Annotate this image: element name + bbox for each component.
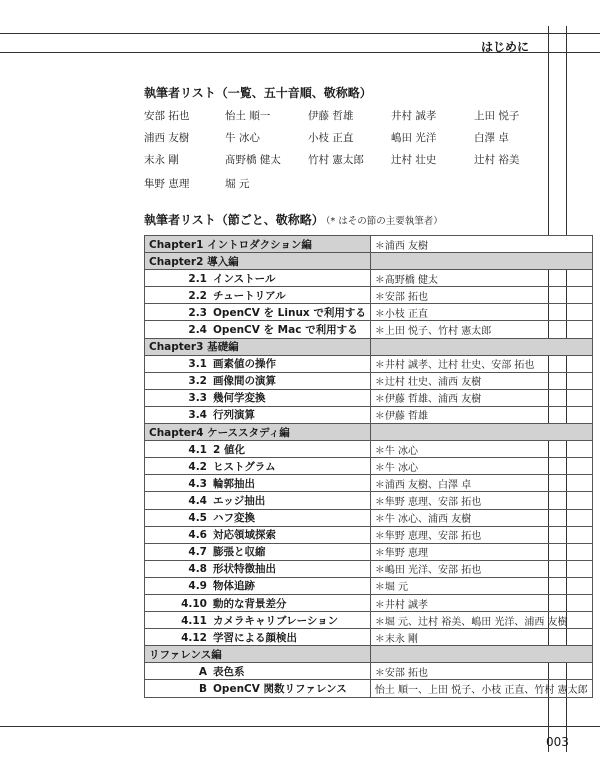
section-number: 2.1 — [188, 272, 207, 285]
section-row — [145, 389, 593, 406]
section-row — [145, 526, 593, 543]
section-title: 表色系 — [213, 665, 245, 678]
section-title: OpenCV を Mac で利用する — [213, 324, 358, 337]
author-name: 上田 悦子 — [474, 110, 520, 122]
section-title: 学習による顔検出 — [213, 631, 297, 644]
section-row — [145, 543, 593, 560]
authors-cell: ＊浦西 友樹、白澤 卓 — [370, 475, 592, 492]
authors-cell — [370, 338, 592, 355]
section-row — [145, 475, 593, 492]
section-title: 膨張と収縮 — [213, 546, 266, 559]
author-name: 怡土 順一 — [225, 110, 271, 122]
authors-cell: ＊伊藤 哲雄 — [370, 406, 592, 423]
chapter-label: リファレンス編 — [145, 646, 371, 663]
authors-cell: ＊安部 拓也 — [370, 287, 592, 304]
authors-cell: ＊末永 剛 — [370, 629, 592, 646]
section-row — [145, 372, 593, 389]
authors-cell: ＊牛 冰心 — [370, 458, 592, 475]
author-table — [144, 235, 593, 698]
section-title: チュートリアル — [213, 289, 286, 302]
authors-cell: ＊隼野 恵理、安部 拓也 — [370, 526, 592, 543]
section-title: インストール — [213, 272, 276, 285]
section-title: ヒストグラム — [213, 460, 276, 473]
author-name: 辻村 裕美 — [474, 154, 520, 166]
section-number: 4.5 — [188, 512, 207, 525]
section-number: 4.8 — [188, 563, 207, 576]
section-title: 物体追跡 — [213, 580, 255, 593]
toc-note: （* はその節の主要執筆者） — [325, 216, 443, 227]
authors-list-title: 執筆者リスト（一覧、五十音順、敬称略） — [144, 86, 372, 100]
section-number: 4.2 — [188, 460, 207, 473]
section-row — [145, 612, 593, 629]
author-name: 白澤 卓 — [474, 132, 509, 144]
authors-cell: ＊安部 拓也 — [370, 663, 592, 680]
author-name: 隼野 恵理 — [144, 178, 190, 190]
section-number: 4.1 — [188, 443, 207, 456]
section-row — [145, 458, 593, 475]
chapter-label: Chapter3 基礎編 — [145, 338, 371, 355]
chapter-label: Chapter1 イントロダクション編 — [145, 236, 371, 253]
authors-cell — [370, 424, 592, 441]
header-title: はじめに — [480, 40, 529, 54]
section-number: 2.4 — [188, 324, 207, 337]
author-name: 安部 拓也 — [144, 110, 190, 122]
section-number: 4.4 — [188, 494, 207, 507]
section-title: 画像間の演算 — [213, 375, 276, 388]
author-name: 辻村 壮史 — [391, 154, 437, 166]
section-title: 幾何学変換 — [213, 392, 266, 405]
section-row — [145, 321, 593, 338]
section-row — [145, 629, 593, 646]
authors-cell: ＊井村 誠孝 — [370, 594, 592, 611]
authors-cell: ＊隼野 恵理 — [370, 543, 592, 560]
section-row — [145, 577, 593, 594]
section-number: 4.9 — [188, 580, 207, 593]
section-row — [145, 287, 593, 304]
author-name: 小枝 正直 — [308, 132, 354, 144]
authors-cell: ＊堀 元、辻村 裕美、嶋田 光洋、浦西 友樹 — [370, 612, 592, 629]
authors-cell: ＊浦西 友樹 — [370, 236, 592, 253]
section-row — [145, 270, 593, 287]
section-title: 行列演算 — [213, 409, 255, 422]
toc-title-text: 執筆者リスト（節ごと、敬称略） — [144, 213, 324, 227]
section-title: OpenCV を Linux で利用する — [213, 306, 366, 319]
section-number: A — [198, 665, 207, 678]
authors-cell: ＊堀 元 — [370, 577, 592, 594]
section-row — [145, 594, 593, 611]
section-number: 3.2 — [188, 375, 207, 388]
authors-cell: ＊嶋田 光洋、安部 拓也 — [370, 560, 592, 577]
section-number: 2.3 — [188, 306, 207, 319]
authors-cell: ＊牛 冰心 — [370, 441, 592, 458]
chapter-label: Chapter2 導入編 — [145, 253, 371, 270]
section-title: 形状特徴抽出 — [213, 563, 276, 576]
section-number: 3.1 — [188, 358, 207, 371]
author-name: 伊藤 哲雄 — [308, 110, 354, 122]
chapter-row — [145, 338, 593, 355]
section-title: ハフ変換 — [213, 512, 255, 525]
section-number: 3.3 — [188, 392, 207, 405]
authors-cell: ＊伊藤 哲雄、浦西 友樹 — [370, 389, 592, 406]
footer-rule — [0, 726, 600, 727]
section-row — [145, 406, 593, 423]
author-name: 嶋田 光洋 — [391, 132, 437, 144]
section-title: 動的な背景差分 — [213, 597, 287, 610]
section-row — [145, 441, 593, 458]
authors-cell: ＊小枝 正直 — [370, 304, 592, 321]
author-name: 浦西 友樹 — [144, 132, 190, 144]
section-number: 4.3 — [188, 477, 207, 490]
section-title: エッジ抽出 — [213, 494, 266, 507]
group-row — [145, 646, 593, 663]
authors-cell — [370, 253, 592, 270]
author-name: 末永 剛 — [144, 154, 179, 166]
chapter-label: Chapter4 ケーススタディ編 — [145, 424, 371, 441]
section-title: 対応領域探索 — [213, 529, 276, 542]
toc-title — [144, 211, 443, 228]
section-number: 3.4 — [188, 409, 207, 422]
section-row — [145, 560, 593, 577]
section-title: カメラキャリブレーション — [213, 614, 339, 627]
section-number: 4.11 — [181, 614, 207, 627]
section-number: 4.12 — [181, 631, 207, 644]
author-name: 竹村 憲太郎 — [308, 154, 364, 166]
authors-cell: ＊上田 悦子、竹村 憲太郎 — [370, 321, 592, 338]
authors-cell: ＊井村 誠孝、辻村 壮史、安部 拓也 — [370, 355, 592, 372]
authors-cell: 怡土 順一、上田 悦子、小枝 正直、竹村 憲太郎 — [370, 680, 592, 697]
author-name: 井村 誠孝 — [391, 110, 437, 122]
section-number: 2.2 — [188, 289, 207, 302]
section-row — [145, 680, 593, 697]
section-title: 画素値の操作 — [213, 358, 276, 371]
section-row — [145, 304, 593, 321]
author-name: 髙野橋 健太 — [225, 154, 281, 166]
authors-cell: ＊辻村 壮史、浦西 友樹 — [370, 372, 592, 389]
section-number: B — [198, 682, 207, 695]
section-row — [145, 355, 593, 372]
header-rule-top — [0, 33, 600, 34]
section-title: OpenCV 関数リファレンス — [213, 682, 347, 695]
section-row — [145, 663, 593, 680]
page-number: 003 — [546, 735, 569, 749]
section-row — [145, 492, 593, 509]
authors-cell — [370, 646, 592, 663]
authors-cell: ＊牛 冰心、浦西 友樹 — [370, 509, 592, 526]
section-number: 4.6 — [188, 529, 207, 542]
section-title: 輪郭抽出 — [213, 477, 255, 490]
chapter-row — [145, 253, 593, 270]
chapter-row — [145, 236, 593, 253]
section-row — [145, 509, 593, 526]
authors-cell: ＊髙野橋 健太 — [370, 270, 592, 287]
section-title: 2 値化 — [213, 443, 245, 456]
author-name: 牛 冰心 — [225, 132, 260, 144]
chapter-row — [145, 424, 593, 441]
authors-cell: ＊隼野 恵理、安部 拓也 — [370, 492, 592, 509]
section-number: 4.10 — [181, 597, 207, 610]
author-name: 堀 元 — [225, 178, 250, 190]
section-number: 4.7 — [188, 546, 207, 559]
